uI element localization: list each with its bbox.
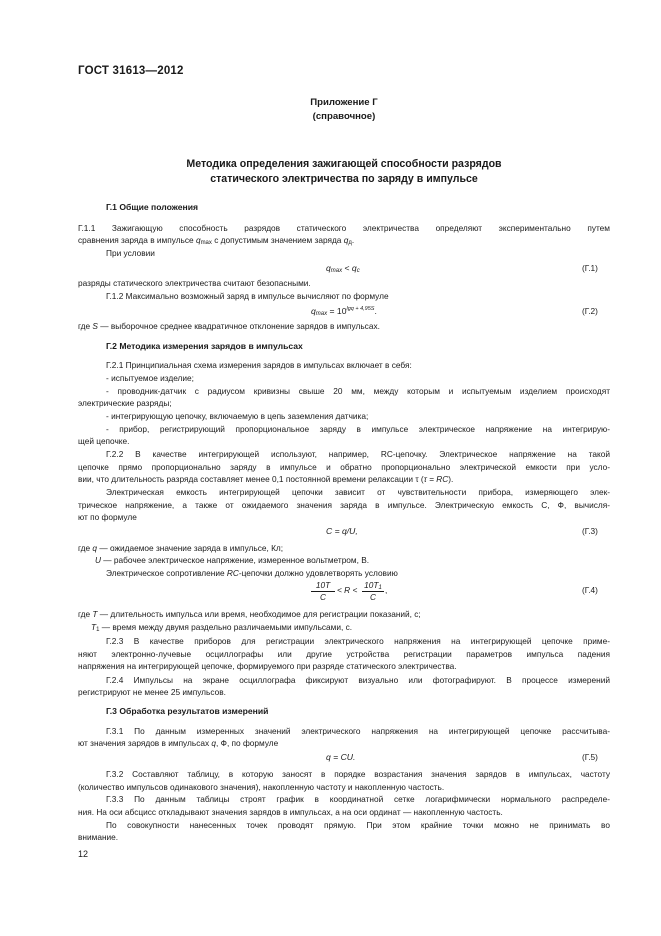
equation-number-g5: (Г.5) <box>582 752 598 762</box>
paragraph-line: Г.3.3 По данным таблицы строят график в координатной сетке логарифмически нормального распределе- <box>106 794 610 804</box>
list-item: - проводник-датчик с радиусом кривизны свыше 20 мм, между которым и испытуемым изделием происходят <box>106 386 610 396</box>
equation-number-g4: (Г.4) <box>582 585 598 595</box>
document-title-line-2: статического электричества по заряду в импульсе <box>210 172 478 185</box>
paragraph-line: Электрическая емкость интегрирующей цепочки зависит от чувствительности прибора, измеряющего элек- <box>106 487 610 497</box>
annex-heading <box>78 96 610 124</box>
formula-g4-relation: < R < <box>337 585 358 595</box>
paragraph-line: напряжения на интегрирующей цепочке, формируемого при разряде статического электричества. <box>78 661 457 671</box>
paragraph-line: трическое напряжение, а также от ожидаемого значения заряда в импульсе. Электрическую емкость C, Ф, вычисля- <box>78 500 610 510</box>
equation-number-g2: (Г.2) <box>582 306 598 316</box>
paragraph-line: цепочке прямо пропорционально заряду в импульсе и обратно пропорционально электрической емкости при усло- <box>78 462 610 472</box>
formula-g1: $q_{max} < q_c$ <box>326 263 360 274</box>
paragraph-line: электрические разряды; <box>78 398 172 408</box>
paragraph-line: где S — выборочное среднее квадратичное отклонение зарядов в импульсах. <box>78 321 380 331</box>
equation-number-g1: (Г.1) <box>582 263 598 273</box>
paragraph-line: щей цепочке. <box>78 436 130 446</box>
list-item: - испытуемое изделие; <box>106 373 194 383</box>
paragraph-line: При условии <box>106 248 155 258</box>
paragraph-line: Г.3.1 По данным измеренных значений электрического напряжения на интегрирующей цепочке рассчитыва- <box>106 726 610 736</box>
paragraph-line: разряды статического электричества считают безопасными. <box>78 278 311 288</box>
formula-g5: q = CU. <box>326 752 356 762</box>
paragraph-line: Г.1.2 Максимально возможный заряд в импульсе вычисляют по формуле <box>106 291 389 301</box>
list-item: - интегрирующую цепочку, включаемую в цепь заземления датчика; <box>106 411 369 421</box>
formula-g3: C = q/U, <box>326 526 358 536</box>
section-heading-g3: Г.3 Обработка результатов измерений <box>106 706 269 716</box>
paragraph-line: няют электронно-лучевые осциллографы или другие устройства регистрации параметров импульса падения <box>78 649 610 659</box>
paragraph-line: ют по формуле <box>78 512 137 522</box>
paragraph-line: ют значения зарядов в импульсах q, Ф, по формуле <box>78 738 279 748</box>
paragraph-line: (количество импульсов одинакового значения), накопленную частоту и накопленную частость. <box>78 782 445 792</box>
section-heading-g1: Г.1 Общие положения <box>106 202 198 212</box>
paragraph-line: Электрическое сопротивление RC-цепочки должно удовлетворять условию <box>106 568 398 578</box>
paragraph-line: вии, что длительность разряда составляет менее 0,1 постоянной времени релаксации τ (τ = RC). <box>78 474 454 484</box>
page-number: 12 <box>78 849 89 859</box>
paragraph-line: Г.2.1 Принципиальная схема измерения зарядов в импульсах включает в себя: <box>106 360 412 370</box>
paragraph-line: По совокупности нанесенных точек проводят прямую. При этом крайние точки можно не принимать во <box>106 820 610 830</box>
list-item: - прибор, регистрирующий пропорциональное заряду в импульсе электрическое напряжение на интегрирую- <box>106 424 610 434</box>
paragraph-line: ния. На оси абсцисс откладывают значения зарядов в импульсах, а на оси ординат — накопленную частость. <box>78 807 503 817</box>
formula-g4-end: , <box>385 585 388 595</box>
paragraph-line: регистрируют не менее 25 импульсов. <box>78 687 226 697</box>
paragraph-line: внимание. <box>78 832 119 842</box>
document-title-line-1: Методика определения зажигающей способности разрядов <box>186 158 502 170</box>
paragraph-line: где T — длительность импульса или время, необходимое для регистрации показаний, с; <box>78 609 421 619</box>
paragraph-line: Г.2.4 Импульсы на экране осциллографа фиксируют визуально или фотографируют. В процессе измерений <box>106 675 610 685</box>
fraction-right: $\frac{10T_1}{C}$ <box>362 580 384 603</box>
fraction-left: $\frac{10T}{C}$ <box>311 580 335 603</box>
formula-g2: $q_{max} = 10^{lgq + 4,95S}$. <box>311 306 377 317</box>
document-title <box>78 157 610 186</box>
paragraph-line: сравнения заряда в импульсе $q_{max}$ с допустимым значением заряда $q_д$. <box>78 235 355 246</box>
paragraph-line: Г.2.3 В качестве приборов для регистрации электрического напряжения на интегрирующей цепочке приме- <box>106 636 610 646</box>
standard-header: ГОСТ 31613—2012 <box>78 65 184 77</box>
annex-title: Приложение Г <box>310 97 378 108</box>
section-heading-g2: Г.2 Методика измерения зарядов в импульсах <box>106 341 303 351</box>
paragraph-line: $T_1$ — время между двумя раздельно различаемыми импульсами, с. <box>91 622 353 633</box>
paragraph-line: где q — ожидаемое значение заряда в импульсе, Кл; <box>78 543 284 553</box>
paragraph-line: Г.3.2 Составляют таблицу, в которую заносят в порядке возрастания значения зарядов в импульсах, частоту <box>106 769 610 779</box>
paragraph-line: U — рабочее электрическое напряжение, измеренное вольтметром, В. <box>95 555 370 565</box>
annex-type: (справочное) <box>312 111 376 122</box>
equation-number-g3: (Г.3) <box>582 526 598 536</box>
paragraph-line: Г.2.2 В качестве интегрирующей используют, например, RC-цепочку. Электрическое напряжение на такой <box>106 449 610 459</box>
paragraph-line: Г.1.1 Зажигающую способность разрядов статического электричества определяют экспериментально путем <box>78 223 610 233</box>
